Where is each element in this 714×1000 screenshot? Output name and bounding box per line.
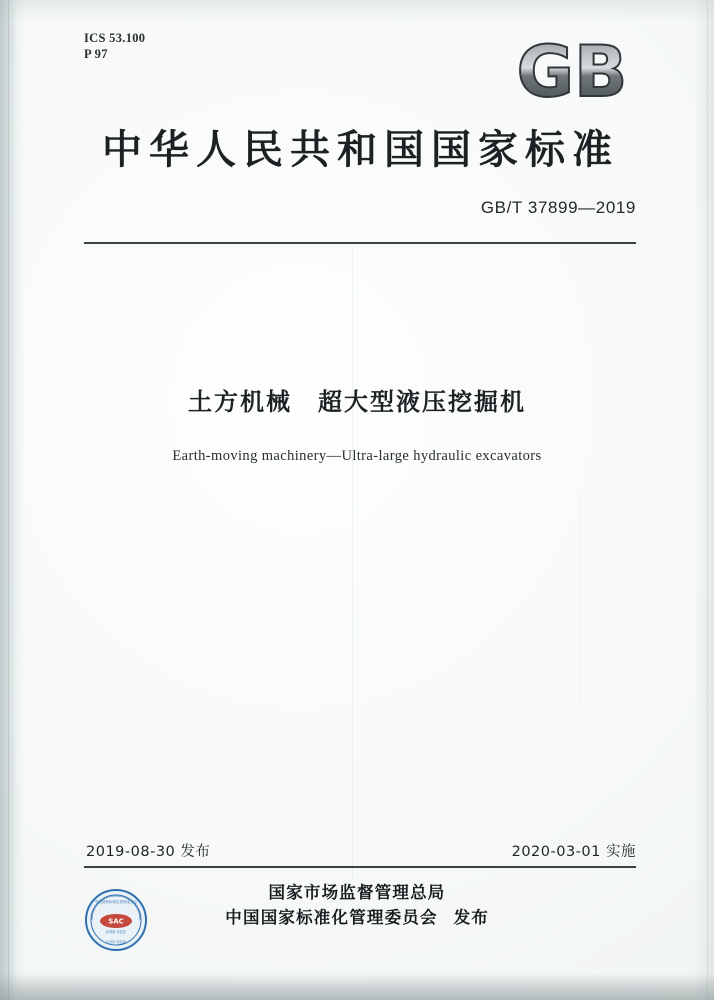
issuer-line-2: 中国国家标准化管理委员会: [225, 908, 438, 927]
standard-code: GB/T 37899—2019: [480, 198, 636, 217]
document-title-cn-part2: 超大型液压挖掘机: [318, 388, 526, 416]
ics-classification-block: [84, 30, 145, 62]
issue-date: 2019-08-30 发布: [86, 844, 211, 860]
scan-fold-line-right: [580, 500, 581, 700]
document-title-cn-part1: 土方机械: [188, 388, 292, 416]
svg-text:SAC: SAC: [108, 917, 124, 926]
ics-category-code: P 97: [84, 47, 108, 61]
certification-seal-icon: [84, 888, 148, 952]
publish-label: 发布: [453, 908, 489, 927]
svg-text:标准核 信息化: 标准核 信息化: [105, 930, 127, 934]
svg-text:GB: GB: [516, 34, 628, 110]
scan-fold-line-center: [352, 250, 353, 880]
divider-top: [84, 242, 636, 244]
ics-number: ICS 53.100: [84, 31, 146, 45]
effective-date: 2020-03-01 实施: [511, 844, 636, 860]
svg-text:中国国家标准化管理委员会: 中国国家标准化管理委员会: [94, 900, 138, 904]
divider-bottom: [84, 866, 636, 868]
document-title-cn: [0, 382, 714, 417]
issuer-line-1: 国家市场监督管理总局: [268, 883, 446, 902]
page-shadow-left: [0, 0, 18, 1000]
document-title-en: Earth-moving machinery—Ultra-large hydraulic excavators: [172, 448, 542, 464]
svg-text:认证标 信息化: 认证标 信息化: [105, 940, 127, 944]
gb-emblem-icon: [508, 34, 636, 110]
page-shadow-bottom: [0, 974, 714, 1000]
page-title: 中华人民共和国国家标准: [102, 127, 619, 173]
